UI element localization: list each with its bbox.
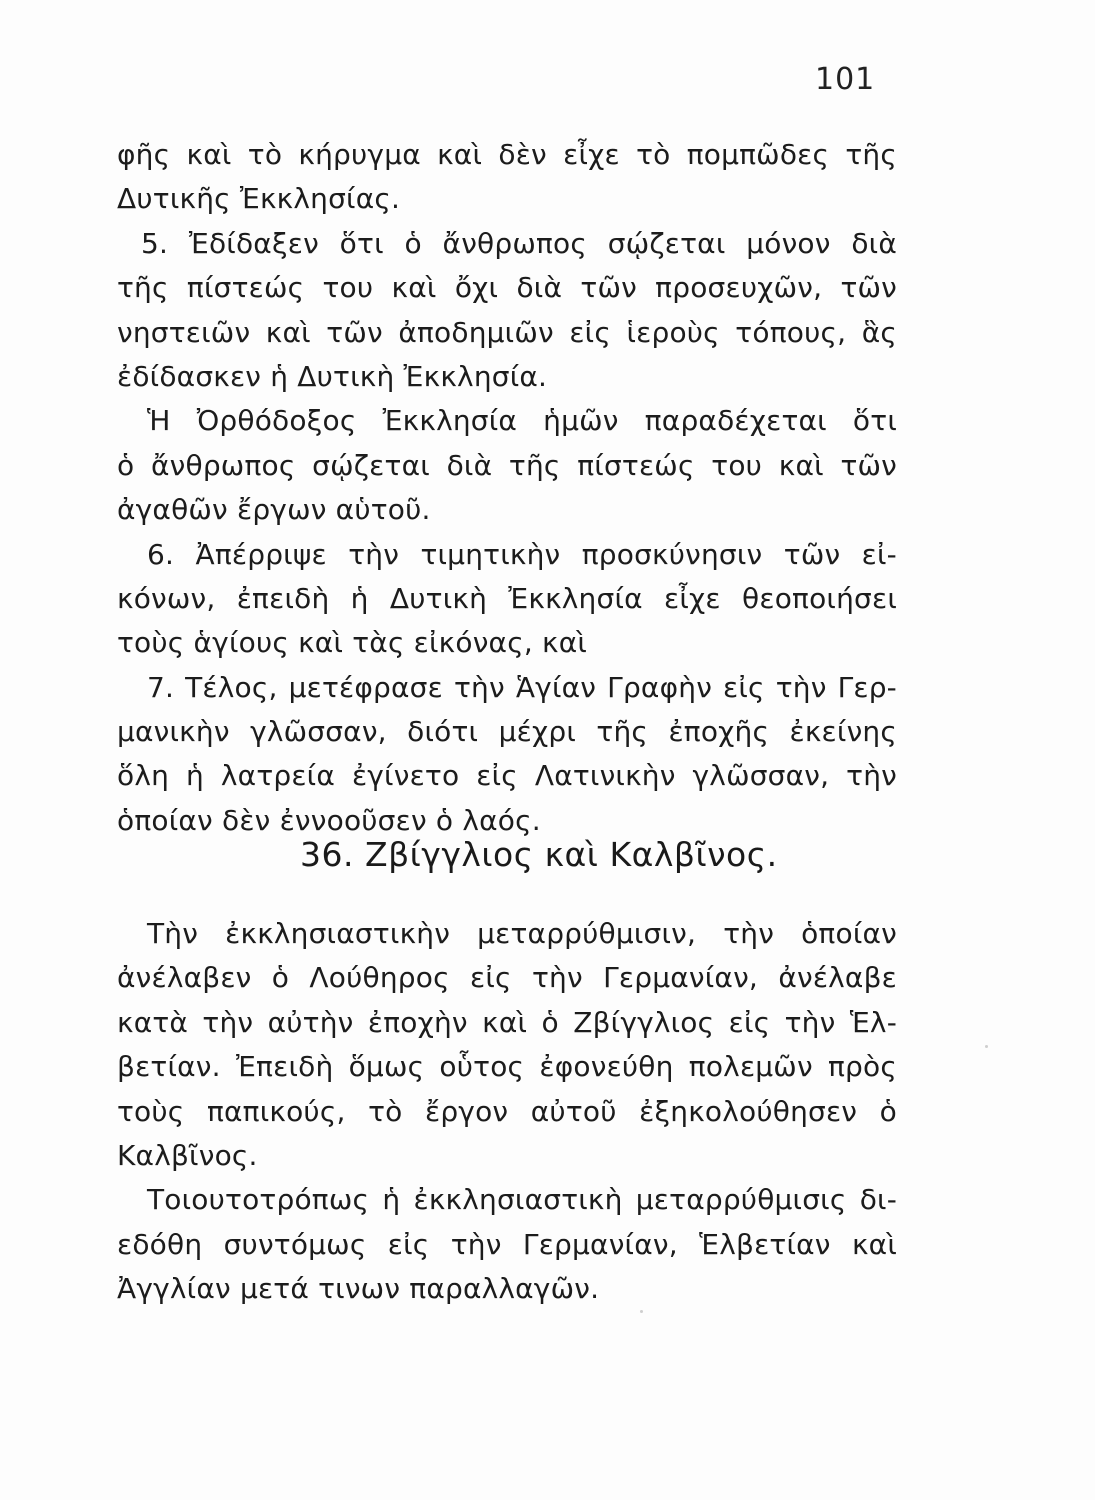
text-line: κατὰ τὴν αὐτὴν ἐποχὴν καὶ ὁ Ζβίγγλιος εἰς τὴν Ἑλ- bbox=[117, 1005, 897, 1039]
text-line: τοὺς παπικούς, τὸ ἔργον αὐτοῦ ἐξηκολούθησεν ὁ bbox=[117, 1094, 897, 1128]
text-line: νηστειῶν καὶ τῶν ἀποδημιῶν εἰς ἱεροὺς τόπους, ἃς bbox=[117, 315, 897, 349]
text-line: ὁποίαν δὲν ἐννοοῦσεν ὁ λαός. bbox=[117, 803, 541, 837]
text-line: Τοιουτοτρόπως ἡ ἐκκλησιαστικὴ μεταρρύθμισις δι- bbox=[147, 1183, 897, 1217]
speck bbox=[640, 1310, 643, 1313]
text-line: Ἀγγλίαν μετά τινων παραλλαγῶν. bbox=[117, 1272, 600, 1306]
text-line: 6. Ἀπέρριψε τὴν τιμητικὴν προσκύνησιν τῶν εἰ- bbox=[147, 537, 897, 571]
text-line: φῆς καὶ τὸ κήρυγμα καὶ δὲν εἶχε τὸ πομπῶδες τῆς bbox=[117, 138, 897, 171]
section-text-zwingli-calvin bbox=[117, 912, 897, 1312]
text-line: ὁ ἄνθρωπος σῴζεται διὰ τῆς πίστεώς του καὶ τῶν bbox=[117, 448, 897, 482]
text-line: κόνων, ἐπειδὴ ἡ Δυτικὴ Ἐκκλησία εἶχε θεοποιήσει bbox=[117, 581, 897, 615]
page-number: 101 bbox=[815, 62, 876, 97]
text-line: τοὺς ἁγίους καὶ τὰς εἰκόνας, καὶ bbox=[117, 626, 588, 660]
text-line: μανικὴν γλῶσσαν, διότι μέχρι τῆς ἐποχῆς ἐκείνης bbox=[117, 715, 897, 749]
section-heading: 36. Ζβίγγλιος καὶ Καλβῖνος. bbox=[300, 835, 778, 874]
speck bbox=[985, 1045, 988, 1048]
text-line: εδόθη συντόμως εἰς τὴν Γερμανίαν, Ἑλβετίαν καὶ bbox=[117, 1227, 897, 1261]
text-line: Τὴν ἐκκλησιαστικὴν μεταρρύθμισιν, τὴν ὁποίαν bbox=[147, 917, 897, 950]
text-line: 7. Τέλος, μετέφρασε τὴν Ἁγίαν Γραφὴν εἰς τὴν Γερ- bbox=[147, 670, 897, 704]
text-line: ἐδίδασκεν ἡ Δυτικὴ Ἐκκλησία. bbox=[117, 359, 548, 393]
text-line: Καλβῖνος. bbox=[117, 1138, 258, 1172]
text-line: ὅλη ἡ λατρεία ἐγίνετο εἰς Λατινικὴν γλῶσσαν, τὴν bbox=[117, 759, 897, 793]
text-line: ἀνέλαβεν ὁ Λούθηρος εἰς τὴν Γερμανίαν, ἀνέλαβε bbox=[117, 961, 897, 995]
text-line: Ἡ Ὀρθόδοξος Ἐκκλησία ἡμῶν παραδέχεται ὅτι bbox=[147, 404, 897, 438]
text-line: ἀγαθῶν ἔργων αὑτοῦ. bbox=[117, 493, 431, 527]
text-line: βετίαν. Ἐπειδὴ ὅμως οὗτος ἐφονεύθη πολεμῶν πρὸς bbox=[117, 1050, 897, 1084]
text-line: τῆς πίστεώς του καὶ ὄχι διὰ τῶν προσευχῶν, τῶν bbox=[117, 271, 897, 305]
text-line: 5. Ἐδίδαξεν ὅτι ὁ ἄνθρωπος σῴζεται μόνον διὰ bbox=[141, 226, 897, 260]
text-line: Δυτικῆς Ἐκκλησίας. bbox=[117, 182, 401, 216]
section-text-reformation-points bbox=[117, 133, 897, 843]
